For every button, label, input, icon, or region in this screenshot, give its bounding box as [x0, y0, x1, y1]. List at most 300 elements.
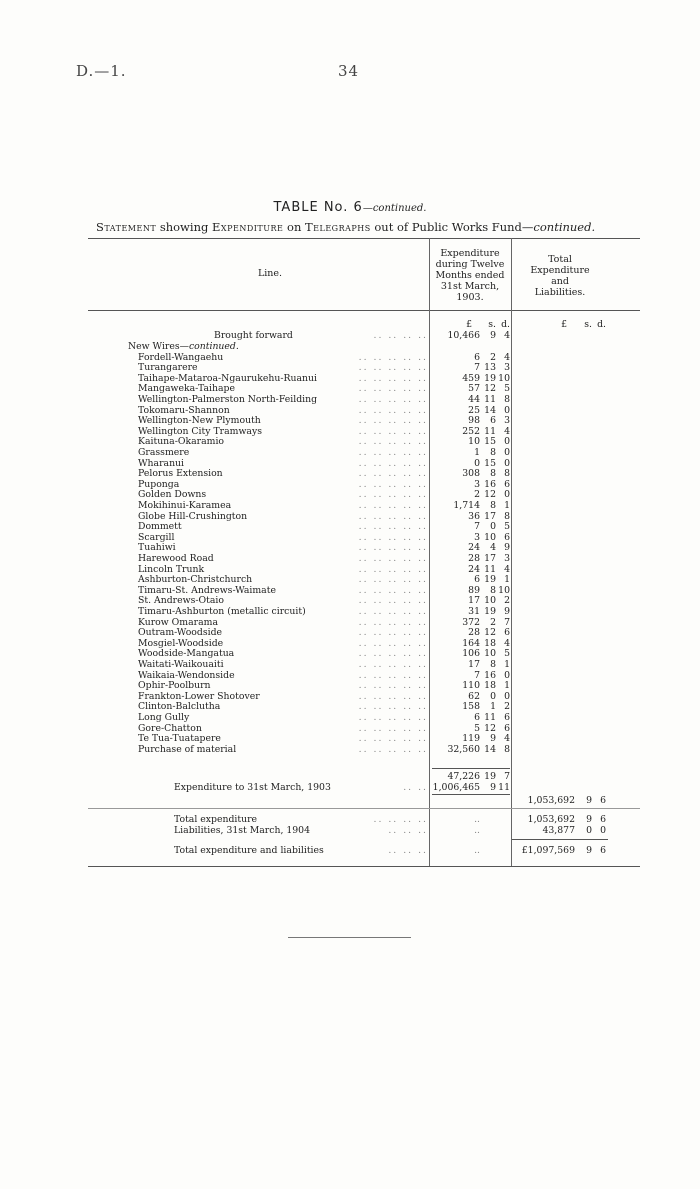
line-name: Outram-Woodside: [138, 627, 223, 639]
amount-pounds: 28: [468, 552, 480, 564]
exp-header-line2: during Twelve: [435, 259, 505, 270]
unit-total-pence: d.: [597, 319, 606, 330]
amount-shillings: 11: [484, 563, 496, 575]
line-name: Dommett: [138, 521, 182, 533]
grand-total-rule-upper: [512, 839, 608, 840]
amount-pounds: 7: [474, 362, 480, 374]
table-row: [0, 586, 700, 597]
amount-pence: 8: [504, 393, 510, 405]
expenditure-1903-rule: [432, 794, 510, 795]
table-row: [0, 427, 700, 438]
line-name: Lincoln Trunk: [138, 563, 205, 575]
section-heading: [128, 342, 239, 353]
amount-pence: 8: [504, 468, 510, 480]
amount-pounds: 17: [468, 658, 480, 670]
amount-pence: 6: [504, 722, 510, 734]
amount-pence: 4: [504, 563, 510, 575]
leader-dots: .. .. .. .. ..: [358, 701, 428, 713]
brought-forward-shillings: 9: [490, 330, 496, 341]
liabilities-dots: ..: [474, 825, 480, 836]
amount-pence: 9: [504, 605, 510, 617]
leader-dots: .. .. .. .. ..: [358, 627, 428, 639]
line-name: Clinton-Balclutha: [138, 701, 221, 713]
leader-dots: .. .. .. .. ..: [358, 499, 428, 511]
line-name: Puponga: [138, 478, 180, 490]
table-row: [0, 628, 700, 639]
table-row: [0, 384, 700, 395]
amount-shillings: 18: [484, 637, 496, 649]
table-row: [0, 501, 700, 512]
amount-shillings: 16: [484, 478, 496, 490]
amount-pence: 3: [504, 552, 510, 564]
amount-pounds: 1: [474, 446, 480, 458]
section-heading-label: New Wires—: [128, 341, 189, 352]
document-code: D.—1.: [76, 62, 127, 80]
page-number: 34: [338, 62, 360, 80]
line-name: Long Gully: [138, 711, 190, 723]
total-expenditure-pence: 6: [600, 814, 606, 825]
amount-shillings: 0: [490, 690, 496, 702]
amount-pounds: 459: [462, 372, 480, 384]
table-row: [0, 469, 700, 480]
leader-dots: .. .. .. .. ..: [358, 415, 428, 427]
table-row: [0, 734, 700, 745]
table-row: [0, 565, 700, 576]
amount-pence: 1: [504, 574, 510, 586]
leader-dots: .. .. .. .. ..: [358, 616, 428, 628]
leader-dots: .. .. .. .. ..: [358, 743, 428, 755]
amount-shillings: 19: [484, 605, 496, 617]
table-row: [0, 724, 700, 735]
line-name: Pelorus Extension: [138, 468, 223, 480]
amount-shillings: 16: [484, 669, 496, 681]
amount-pounds: 24: [468, 563, 480, 575]
line-name: Kaituna-Okaramio: [138, 436, 225, 448]
line-name: Timaru-Ashburton (metallic circuit): [138, 605, 306, 617]
leader-dots: .. .. .. .. ..: [358, 552, 428, 564]
line-name: Frankton-Lower Shotover: [138, 690, 260, 702]
line-name: Waikaia-Wendonside: [138, 669, 235, 681]
leader-dots: .. .. .. .. ..: [358, 574, 428, 586]
leader-dots: .. ..: [403, 782, 428, 793]
subtitle-continued: —continued.: [521, 220, 596, 234]
leader-dots: .. .. .. ..: [373, 814, 428, 825]
unit-total-pounds: £: [561, 319, 567, 330]
leader-dots: .. .. .. .. ..: [358, 425, 428, 437]
subtotal-pence: 7: [504, 771, 510, 782]
brought-forward-label: Brought forward: [214, 330, 293, 341]
table-row: [0, 681, 700, 692]
table-row: [0, 395, 700, 406]
subtotal-row: [0, 772, 700, 783]
line-name: Timaru-St. Andrews-Waimate: [138, 584, 276, 596]
amount-pence: 0: [504, 669, 510, 681]
amount-pence: 4: [504, 351, 510, 363]
expenditure-1903-total-pence: 6: [600, 795, 606, 806]
amount-shillings: 2: [490, 351, 496, 363]
amount-pence: 5: [504, 521, 510, 533]
leader-dots: .. .. .. .. ..: [358, 457, 428, 469]
table-row: [0, 459, 700, 470]
line-name: Te Tua-Tuatapere: [138, 733, 221, 745]
amount-pounds: 110: [462, 680, 480, 692]
leader-dots: .. .. .. .. ..: [358, 362, 428, 374]
amount-shillings: 8: [490, 446, 496, 458]
table-row: [0, 480, 700, 491]
amount-shillings: 8: [490, 468, 496, 480]
amount-shillings: 1: [490, 701, 496, 713]
amount-pence: 0: [504, 436, 510, 448]
expenditure-1903-row: [0, 783, 700, 794]
liabilities-row: [0, 826, 700, 837]
line-name: Harewood Road: [138, 552, 214, 564]
leader-dots: .. .. .. .. ..: [358, 733, 428, 745]
amount-pence: 10: [498, 372, 510, 384]
amount-pounds: 31: [468, 605, 480, 617]
grand-total-pence: 6: [600, 845, 606, 856]
table-row: [0, 713, 700, 724]
line-name: Wharanui: [138, 457, 185, 469]
amount-pence: 8: [504, 743, 510, 755]
table-header-rule: [88, 310, 640, 311]
subtitle-statement: Statement: [96, 220, 157, 234]
amount-shillings: 12: [484, 489, 496, 501]
liabilities-shillings: 0: [586, 825, 592, 836]
amount-pence: 3: [504, 362, 510, 374]
line-name: Woodside-Mangatua: [138, 648, 235, 660]
grand-total-dots: ..: [474, 845, 480, 856]
amount-pounds: 252: [462, 425, 480, 437]
amount-pounds: 32,560: [447, 743, 480, 755]
amount-pounds: 6: [474, 574, 480, 586]
amount-shillings: 8: [490, 584, 496, 596]
exp-header-line1: Expenditure: [440, 248, 500, 259]
leader-dots: .. .. .. .. ..: [358, 584, 428, 596]
amount-pounds: 6: [474, 351, 480, 363]
total-expenditure-dots: ..: [474, 814, 480, 825]
amount-pence: 6: [504, 711, 510, 723]
amount-shillings: 10: [484, 595, 496, 607]
unit-total-shillings: s.: [584, 319, 592, 330]
table-row: [0, 607, 700, 618]
line-name: Fordell-Wangaehu: [138, 351, 224, 363]
amount-pounds: 0: [474, 457, 480, 469]
amount-pence: 2: [504, 701, 510, 713]
subtitle-rest: out of Public Works Fund: [370, 220, 522, 234]
amount-pounds: 6: [474, 711, 480, 723]
total-expenditure-row: [0, 815, 700, 826]
leader-dots: .. .. .. .. ..: [358, 468, 428, 480]
amount-pounds: 5: [474, 722, 480, 734]
amount-pounds: 164: [462, 637, 480, 649]
leader-dots: .. .. ..: [388, 845, 428, 856]
table-row: [0, 660, 700, 671]
line-name: Kurow Omarama: [138, 616, 219, 628]
table-row: [0, 554, 700, 565]
amount-shillings: 19: [484, 372, 496, 384]
expenditure-1903-total-pounds: 1,053,692: [527, 795, 575, 806]
amount-pence: 5: [504, 648, 510, 660]
leader-dots: .. .. .. .. ..: [358, 563, 428, 575]
amount-shillings: 8: [490, 658, 496, 670]
table-row: [0, 416, 700, 427]
amount-pence: 1: [504, 680, 510, 692]
leader-dots: .. .. .. .. ..: [358, 690, 428, 702]
amount-pounds: 98: [468, 415, 480, 427]
amount-pounds: 3: [474, 531, 480, 543]
amount-pounds: 62: [468, 690, 480, 702]
amount-shillings: 8: [490, 499, 496, 511]
subtitle-telegraphs: Telegraphs: [305, 220, 371, 234]
expenditure-1903-label: Expenditure to 31st March, 1903: [174, 782, 331, 793]
line-name: Tuahiwi: [138, 542, 176, 554]
table-row: [0, 374, 700, 385]
unit-pence: d.: [501, 319, 510, 330]
units-row: [0, 320, 700, 331]
leader-dots: .. .. ..: [388, 825, 428, 836]
amount-shillings: 15: [484, 457, 496, 469]
table-row: [0, 406, 700, 417]
amount-pounds: 28: [468, 627, 480, 639]
leader-dots: .. .. .. .. ..: [358, 489, 428, 501]
amount-shillings: 12: [484, 627, 496, 639]
table-row: [0, 671, 700, 682]
amount-shillings: 17: [484, 510, 496, 522]
amount-shillings: 11: [484, 425, 496, 437]
footer-rule: [288, 937, 411, 938]
table-row: [0, 543, 700, 554]
amount-pounds: 17: [468, 595, 480, 607]
liabilities-label: Liabilities, 31st March, 1904: [174, 825, 311, 836]
amount-shillings: 15: [484, 436, 496, 448]
amount-shillings: 18: [484, 680, 496, 692]
subtotal-pounds: 47,226: [447, 771, 480, 782]
amount-shillings: 14: [484, 743, 496, 755]
amount-pence: 4: [504, 637, 510, 649]
table-top-rule: [88, 238, 640, 239]
leader-dots: .. .. .. .. ..: [358, 648, 428, 660]
leader-dots: .. .. .. .. ..: [358, 351, 428, 363]
amount-pence: 0: [504, 489, 510, 501]
total-header-line1: Total: [548, 254, 572, 265]
amount-pounds: 2: [474, 489, 480, 501]
line-name: Mosgiel-Woodside: [138, 637, 224, 649]
table-row: [0, 596, 700, 607]
amount-pence: 2: [504, 595, 510, 607]
leader-dots: .. .. .. .. ..: [358, 595, 428, 607]
leader-dots: .. .. .. .. ..: [358, 637, 428, 649]
brought-forward-pence: 4: [504, 330, 510, 341]
amount-pounds: 25: [468, 404, 480, 416]
table-row: [0, 575, 700, 586]
table-row: [0, 745, 700, 756]
amount-pounds: 10: [468, 436, 480, 448]
leader-dots: .. .. .. .. ..: [358, 669, 428, 681]
leader-dots: .. .. .. .. ..: [358, 658, 428, 670]
liabilities-pence: 0: [600, 825, 606, 836]
leader-dots: .. .. .. .. ..: [358, 680, 428, 692]
amount-pence: 0: [504, 404, 510, 416]
table-subtitle: [96, 220, 595, 234]
line-name: Globe Hill-Crushington: [138, 510, 248, 522]
amount-shillings: 2: [490, 616, 496, 628]
amount-pence: 6: [504, 627, 510, 639]
table-row: [0, 618, 700, 629]
total-header-line3: and: [551, 276, 569, 287]
unit-pounds: £: [466, 319, 472, 330]
line-name: Grassmere: [138, 446, 190, 458]
line-name: Turangarere: [138, 362, 198, 374]
amount-pence: 5: [504, 383, 510, 395]
amount-pence: 6: [504, 478, 510, 490]
amount-pence: 6: [504, 531, 510, 543]
line-name: Ashburton-Christchurch: [138, 574, 253, 586]
line-name: Gore-Chatton: [138, 722, 202, 734]
subtitle-expenditure: Expenditure: [212, 220, 284, 234]
amount-pounds: 44: [468, 393, 480, 405]
line-name: Mangaweka-Taihape: [138, 383, 235, 395]
amount-pence: 7: [504, 616, 510, 628]
amount-pence: 3: [504, 415, 510, 427]
subtitle-showing: showing: [156, 220, 213, 234]
grand-total-pounds: £1,097,569: [521, 845, 575, 856]
amount-pence: 4: [504, 733, 510, 745]
grand-total-row: [0, 846, 700, 857]
leader-dots: .. .. .. .. ..: [358, 393, 428, 405]
line-name: Tokomaru-Shannon: [138, 404, 230, 416]
amount-pence: 0: [504, 457, 510, 469]
table-title-continued: —continued.: [362, 203, 427, 214]
section-heading-continued: continued.: [188, 341, 239, 352]
line-name: Mokihinui-Karamea: [138, 499, 232, 511]
amount-shillings: 11: [484, 393, 496, 405]
liabilities-pounds: 43,877: [542, 825, 575, 836]
amount-pence: 10: [498, 584, 510, 596]
amount-pence: 0: [504, 446, 510, 458]
line-name: Wellington City Tramways: [138, 425, 262, 437]
section-heading-row: [0, 342, 700, 353]
expenditure-1903-pounds: 1,006,465: [432, 782, 480, 793]
amount-pounds: 3: [474, 478, 480, 490]
expenditure-1903-total-row: [0, 796, 700, 807]
subtitle-on: on: [283, 220, 306, 234]
amount-pounds: 7: [474, 669, 480, 681]
leader-dots: .. .. .. .. ..: [358, 372, 428, 384]
total-expenditure-label: Total expenditure: [174, 814, 258, 825]
grand-total-label: Total expenditure and liabilities: [174, 845, 324, 856]
brought-forward-pounds: 10,466: [447, 330, 480, 341]
amount-pounds: 7: [474, 521, 480, 533]
amount-shillings: 9: [490, 733, 496, 745]
line-name: Purchase of material: [138, 743, 237, 755]
leader-dots: .. .. .. .. ..: [358, 542, 428, 554]
leader-dots: .. .. .. .. ..: [358, 605, 428, 617]
subtotal-shillings: 19: [484, 771, 496, 782]
amount-shillings: 19: [484, 574, 496, 586]
amount-pounds: 89: [468, 584, 480, 596]
leader-dots: .. .. .. .. ..: [358, 478, 428, 490]
table-row: [0, 639, 700, 650]
line-name: St. Andrews-Otaio: [138, 595, 224, 607]
column-header-line: Line.: [257, 268, 283, 279]
table-row: [0, 692, 700, 703]
amount-pence: 1: [504, 658, 510, 670]
leader-dots: .. .. .. .. ..: [358, 446, 428, 458]
table-row: [0, 353, 700, 364]
leader-dots: .. .. .. .. ..: [358, 383, 428, 395]
total-header-line4: Liabilities.: [534, 287, 586, 298]
amount-shillings: 11: [484, 711, 496, 723]
exp-header-line4: 31st March,: [440, 281, 500, 292]
amount-pounds: 308: [462, 468, 480, 480]
amount-shillings: 6: [490, 415, 496, 427]
leader-dots: .. .. .. .. ..: [358, 711, 428, 723]
line-name: Golden Downs: [138, 489, 207, 501]
table-row: [0, 533, 700, 544]
table-row: [0, 490, 700, 501]
line-name: Wellington-Palmerston North-Feilding: [138, 393, 318, 405]
leader-dots: .. .. .. .. ..: [358, 531, 428, 543]
leader-dots: .. .. .. .. ..: [358, 436, 428, 448]
amount-pounds: 158: [462, 701, 480, 713]
table-row: [0, 437, 700, 448]
total-expenditure-pounds: 1,053,692: [527, 814, 575, 825]
subtotal-rule: [432, 768, 510, 769]
amount-shillings: 13: [484, 362, 496, 374]
amount-pence: 8: [504, 510, 510, 522]
amount-shillings: 10: [484, 648, 496, 660]
expenditure-1903-total-shillings: 9: [586, 795, 592, 806]
amount-pounds: 1,714: [453, 499, 480, 511]
table-row: [0, 363, 700, 374]
line-name: Waitati-Waikouaiti: [138, 658, 224, 670]
amount-shillings: 17: [484, 552, 496, 564]
table-title-main: TABLE No. 6: [273, 200, 363, 215]
total-expenditure-shillings: 9: [586, 814, 592, 825]
line-name: Scargill: [138, 531, 175, 543]
column-header-expenditure: [430, 248, 510, 303]
leader-dots: .. .. .. ..: [373, 330, 428, 341]
leader-dots: .. .. .. .. ..: [358, 722, 428, 734]
amount-shillings: 10: [484, 531, 496, 543]
expenditure-1903-pence: 11: [498, 782, 510, 793]
amount-shillings: 12: [484, 383, 496, 395]
expenditure-1903-shillings: 9: [490, 782, 496, 793]
table-row: [0, 649, 700, 660]
amount-pounds: 24: [468, 542, 480, 554]
mid-rule: [88, 808, 640, 809]
table-row: [0, 512, 700, 523]
leader-dots: .. .. .. .. ..: [358, 521, 428, 533]
line-name: Ophir-Poolburn: [138, 680, 211, 692]
amount-pence: 0: [504, 690, 510, 702]
amount-pence: 4: [504, 425, 510, 437]
amount-pounds: 36: [468, 510, 480, 522]
leader-dots: .. .. .. .. ..: [358, 404, 428, 416]
brought-forward-row: [0, 331, 700, 342]
table-row: [0, 448, 700, 459]
amount-pence: 1: [504, 499, 510, 511]
amount-pounds: 372: [462, 616, 480, 628]
table-row: [0, 522, 700, 533]
leader-dots: .. .. .. .. ..: [358, 510, 428, 522]
line-name: Taihape-Mataroa-Ngaurukehu-Ruanui: [138, 372, 317, 384]
table-title: [0, 200, 700, 215]
total-header-line2: Expenditure: [530, 265, 590, 276]
amount-shillings: 12: [484, 722, 496, 734]
amount-pounds: 119: [462, 733, 480, 745]
column-header-total: [514, 254, 606, 298]
